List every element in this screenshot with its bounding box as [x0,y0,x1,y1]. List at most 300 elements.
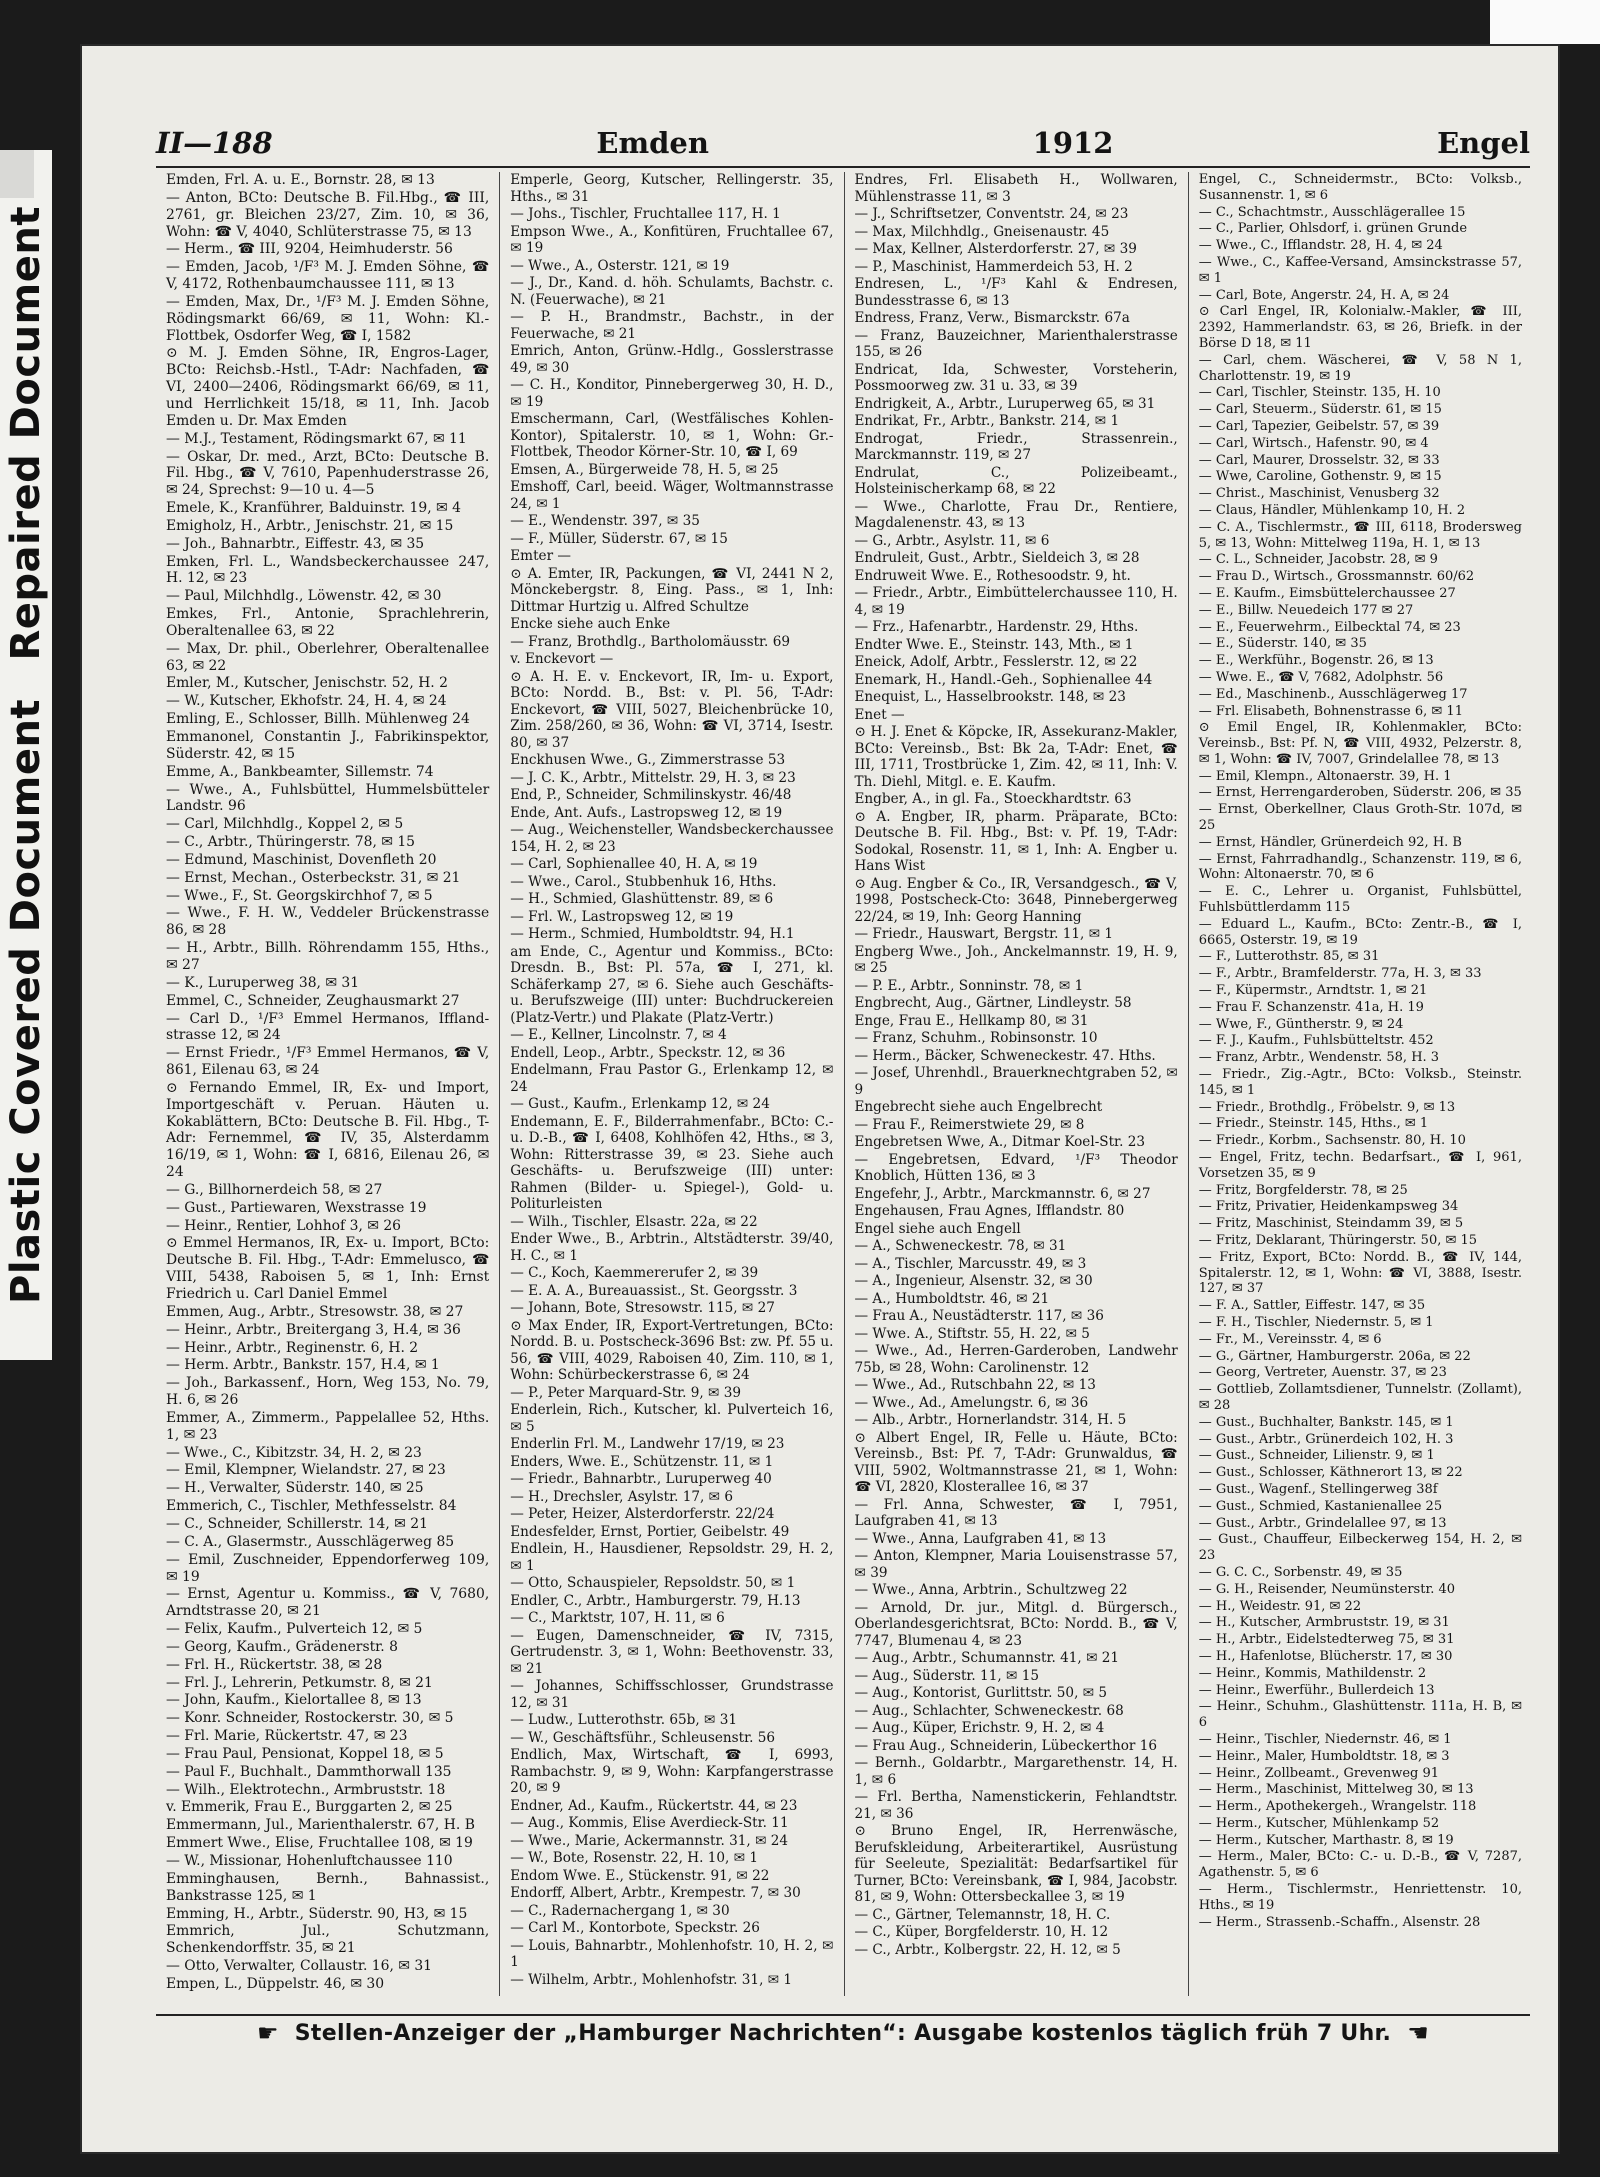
directory-entry: Endlich, Max, Wirtschaft, ☎ I, 6993, Rambachstr. 9, ✉ 9, Wohn: Karpfangerstrasse 20, ✉ 9 [510,1747,834,1796]
directory-entry: — Wwe., Anna, Laufgraben 41, ✉ 13 [854,1530,1107,1547]
directory-entry: Emrich, Anton, Grünw.-Hdlg., Gosslerstrasse 49, ✉ 30 [510,343,834,376]
directory-entry: — Frau A., Neustädterstr. 117, ✉ 36 [854,1308,1104,1324]
directory-entry: Emmanonel, Constantin J., Fabrikinspektor, Süderstr. 42, ✉ 15 [166,729,490,762]
directory-entry: — Wwe., F. H. W., Veddeler Brückenstrasse 86, ✉ 28 [166,905,490,939]
directory-entry: — W., Geschäftsführ., Schleusenstr. 56 [510,1729,776,1746]
directory-entry: — C. L., Schneider, Jacobstr. 28, ✉ 9 [1198,552,1438,568]
directory-entry: Emken, Frl. L., Wandsbeckerchaussee 247, H. 12, ✉ 23 [166,553,490,587]
directory-entry: — K., Luruperweg 38, ✉ 31 [166,974,360,991]
directory-entry: Emden, Frl. A. u. E., Bornstr. 28, ✉ 13 [166,172,435,188]
directory-entry: Emschermann, Carl, (Westfälisches Kohlen-Kontor), Spitalerstr. 10, ✉ 1, Wohn: Gr.-Flottbek, Theodor Körner-Str. 10, ☎ I, 69 [510,411,834,460]
directory-entry: — Wwe., Ad., Herren-Garderoben, Landwehr 75b, ✉ 28, Wohn: Carolinenstr. 12 [854,1343,1178,1376]
directory-entry: — F., Müller, Süderstr. 67, ✉ 15 [510,530,728,547]
directory-entry: Emsen, A., Bürgerweide 78, H. 5, ✉ 25 [510,461,779,478]
directory-entry: Engber, A., in gl. Fa., Stoeckhardtstr. 63 [854,791,1132,807]
directory-entry: Endrogat, Friedr., Strassenrein., Marckmannstr. 119, ✉ 27 [854,430,1178,463]
directory-entry: — Paul, Milchhdlg., Löwenstr. 42, ✉ 30 [166,588,442,605]
directory-entry: Endres, Frl. Elisabeth H., Wollwaren, Mühlenstrasse 11, ✉ 3 [854,172,1178,205]
directory-entry: Eneick, Adolf, Arbtr., Fesslerstr. 12, ✉ 22 [854,654,1138,670]
directory-entry: Engefehr, J., Arbtr., Marckmannstr. 6, ✉ 27 [854,1185,1151,1202]
directory-entry: — Eugen, Damenschneider, ☎ IV, 7315, Gertrudenstr. 3, ✉ 1, Wohn: Beethovenstr. 33, ✉ 21 [510,1627,834,1677]
directory-entry: — Herm., Maschinist, Mittelweg 30, ✉ 13 [1198,1782,1474,1798]
directory-entry: — F., Arbtr., Bramfelderstr. 77a, H. 3, ✉ 33 [1198,966,1482,982]
directory-entry: — Josef, Uhrenhdl., Brauerknechtgraben 52, ✉ 9 [854,1065,1178,1098]
directory-entry: ⊙ M. J. Emden Söhne, IR, Engros-Lager, BCto: Reichsb.-Hstl., T-Adr: Nachfaden, ☎ VI, 2400—2406, Rödingsmarkt 66/69, ✉ 11, und Herrlichkeit 15/18, ✉ 11, Inh. Jacob Emden u. Dr. Max Emden [166,345,490,429]
directory-entry: — Paul F., Buchhalt., Dammthorwall 135 [166,1763,452,1780]
directory-entry: — P., Peter Marquard-Str. 9, ✉ 39 [510,1384,742,1401]
directory-entry: — Frl. Anna, Schwester, ☎ I, 7951, Laufgraben 41, ✉ 13 [854,1496,1178,1529]
directory-entry: Emigholz, H., Arbtr., Jenischstr. 21, ✉ 15 [166,517,454,534]
directory-entry: — Wilhelm, Arbtr., Mohlenhofstr. 31, ✉ 1 [510,1971,793,1988]
directory-entry: — Carl D., ¹/F³ Emmel Hermanos, Iffland-strasse 12, ✉ 24 [166,1010,490,1044]
directory-entry: — C., Marktstr, 107, H. 11, ✉ 6 [510,1610,725,1626]
directory-entry: Endricat, Ida, Schwester, Vorsteherin, Possmoorweg zw. 31 u. 33, ✉ 39 [854,361,1178,394]
directory-entry: — Heinr., Ewerführ., Bullerdeich 13 [1198,1682,1435,1698]
directory-entry: — Franz, Bauzeichner, Marienthalerstrasse 155, ✉ 26 [854,327,1178,360]
directory-entry: — W., Kutscher, Ekhofstr. 24, H. 4, ✉ 24 [166,693,447,710]
directory-entry: — Arnold, Dr. jur., Mitgl. d. Bürgersch., Oberlandesgerichtsrat, BCto: Nordd. B., ☎ V, 7747, Blumenau 4, ✉ 23 [854,1599,1178,1649]
directory-entry: Emshoff, Carl, beeid. Wäger, Woltmannstrasse 24, ✉ 1 [510,479,834,512]
directory-entry: — Max, Kellner, Alsterdorferstr. 27, ✉ 39 [854,241,1137,257]
directory-entry: — H., Weidestr. 91, ✉ 22 [1198,1598,1362,1614]
directory-entry: — Johannes, Schiffsschlosser, Grundstrasse 12, ✉ 31 [510,1678,834,1711]
directory-entry: — Heinr., Rentier, Lohhof 3, ✉ 26 [166,1217,401,1234]
directory-entry: — Ernst, Mechan., Osterbeckstr. 31, ✉ 21 [166,869,461,886]
directory-entry: — Friedr., Hauswart, Bergstr. 11, ✉ 1 [854,926,1114,942]
pointing-hand-right-icon: ☚ [1407,2019,1430,2047]
directory-entry: — Herm., Maler, BCto: C.- u. D.-B., ☎ V, 7287, Agathenstr. 5, ✉ 6 [1198,1849,1522,1881]
directory-entry: — Wilh., Elektrotechn., Armbruststr. 18 [166,1781,446,1798]
directory-page [80,44,1560,2154]
directory-entry: Enequist, L., Hasselbrookstr. 148, ✉ 23 [854,689,1126,705]
directory-entry: — A., Ingenieur, Alsenstr. 32, ✉ 30 [854,1273,1093,1289]
corner-paper [1490,0,1600,44]
directory-entry: — C., Küper, Borgfelderstr. 10, H. 12 [854,1924,1109,1940]
directory-entry: v. Enckevort — [510,651,614,667]
directory-entry: Endler, C., Arbtr., Hamburgerstr. 79, H.13 [510,1592,801,1609]
directory-entry: — Friedr., Korbm., Sachsenstr. 80, H. 10 [1198,1133,1466,1149]
directory-entry: v. Emmerik, Frau E., Burggarten 2, ✉ 25 [166,1799,453,1816]
directory-entry: — H., Schmied, Glashüttenstr. 89, ✉ 6 [510,891,774,907]
directory-entry: — Felix, Kaufm., Pulverteich 12, ✉ 5 [166,1621,423,1638]
directory-entry: — Wwe., C., Kaffee-Versand, Amsinckstrasse 57, ✉ 1 [1198,254,1522,286]
directory-entry: — Louis, Bahnarbtr., Mohlenhofstr. 10, H. 2, ✉ 1 [510,1937,834,1970]
directory-entry: — Wwe., Carol., Stubbenhuk 16, Hths. [510,873,777,890]
directory-entry: — Wwe., Ad., Amelungstr. 6, ✉ 36 [854,1394,1089,1411]
directory-entry: — P. H., Brandmstr., Bachstr., in der Feuerwache, ✉ 21 [510,309,834,342]
directory-entry: Enge, Frau E., Hellkamp 80, ✉ 31 [854,1012,1089,1029]
directory-entry: Endrikat, Fr., Arbtr., Bankstr. 214, ✉ 1 [854,413,1120,429]
directory-entry: Endress, Franz, Verw., Bismarckstr. 67a [854,310,1130,326]
directory-entry: — Gust., Kaufm., Erlenkamp 12, ✉ 24 [510,1096,770,1112]
directory-entry: Emler, M., Kutscher, Jenischstr. 52, H. 2 [166,675,448,692]
directory-entry: — Frl. J., Lehrerin, Petkumstr. 8, ✉ 21 [166,1674,433,1691]
directory-entry: ⊙ A. H. E. v. Enckevort, IR, Im- u. Export, BCto: Nordd. B., Bst: v. Pl. 56, T-Adr: Enckevort, ☎ VIII, 5027, Bleichenbrücke 10, Zim. 258/260, ✉ 36, Wohn: ☎ VI, 3714, Isestr. 80, ✉ 37 [510,668,834,751]
directory-entry: — A., Tischler, Marcusstr. 49, ✉ 3 [854,1255,1087,1272]
directory-entry: — Gust., Partiewaren, Wexstrasse 19 [166,1199,427,1216]
directory-entry: — Frau F. Schanzenstr. 41a, H. 19 [1198,999,1424,1015]
directory-entry: ⊙ Bruno Engel, IR, Herrenwäsche, Berufskleidung, Arbeiterartikel, Ausrüstung für Seeleute, Spezialität: Bedarfsartikel für Turner, BCto: Vereinsbank, ☎ I, 984, Jacobstr. 81, ✉ 9, Wohn: Ottersbeckallee 3, ✉ 19 [854,1823,1178,1905]
directory-entry: — C., Arbtr., Kolbergstr. 22, H. 12, ✉ 5 [854,1941,1121,1958]
directory-entry: — Wwe., C., Kibitzstr. 34, H. 2, ✉ 23 [166,1444,422,1461]
directory-entry: — Herm., Kutscher, Mühlenkamp 52 [1198,1815,1440,1831]
directory-entry: Engberg Wwe., Joh., Anckelmannstr. 19, H. 9, ✉ 25 [854,943,1178,976]
header-year: 1912 [1032,126,1114,160]
directory-entry: Emmerich, C., Tischler, Methfesselstr. 84 [166,1498,457,1515]
directory-entry: — G. C. C., Sorbenstr. 49, ✉ 35 [1198,1564,1403,1580]
directory-entry: — Frl. Elisabeth, Bohnenstrasse 6, ✉ 11 [1198,703,1463,719]
directory-entry: Endrulat, C., Polizeibeamt., Holsteinischerkamp 68, ✉ 22 [854,464,1178,497]
directory-entry: Emmermann, Jul., Marienthalerstr. 67, H. B [166,1817,475,1834]
directory-entry: Enders, Wwe. E., Schützenstr. 11, ✉ 1 [510,1453,774,1470]
directory-entry: — Peter, Heizer, Alsterdorferstr. 22/24 [510,1506,775,1522]
directory-entry: — Gust., Schmied, Kastanienallee 25 [1198,1498,1443,1514]
directory-entry: — Fritz, Privatier, Heidenkampsweg 34 [1198,1199,1459,1215]
directory-entry: — Friedr., Brothdlg., Fröbelstr. 9, ✉ 13 [1198,1099,1456,1115]
directory-entry: — Carl, Steuerm., Süderstr. 61, ✉ 15 [1198,402,1442,418]
header-left-word: Emden [596,126,709,160]
directory-entry: — J., Schriftsetzer, Conventstr. 24, ✉ 23 [854,206,1129,222]
directory-entry: Empen, L., Düppelstr. 46, ✉ 30 [166,1975,385,1992]
directory-entry: — Otto, Schauspieler, Repsoldstr. 50, ✉ 1 [510,1575,796,1591]
directory-entry: — Herm., Schmied, Humboldtstr. 94, H.1 [510,926,795,942]
directory-entry: — Wwe., Ad., Rutschbahn 22, ✉ 13 [854,1377,1096,1393]
directory-entry: — Joh., Barkassenf., Horn, Weg 153, No. 79, H. 6, ✉ 26 [166,1375,490,1409]
directory-entry: Emme, A., Bankbeamter, Sillemstr. 74 [166,763,434,780]
directory-entry: — C. A., Glasermstr., Ausschlägerweg 85 [166,1533,455,1550]
directory-entry: — Ed., Maschinenb., Ausschlägerweg 17 [1198,686,1468,702]
directory-entry: — Christ., Maschinist, Venusberg 32 [1198,486,1440,502]
directory-entry: — C., Arbtr., Thüringerstr. 78, ✉ 15 [166,834,416,851]
directory-entry: — C., Schachtmstr., Ausschlägerallee 15 [1198,204,1466,220]
directory-entry: Emter — [510,548,571,564]
directory-entry: — Gust., Wagenf., Stellingerweg 38f [1198,1481,1438,1497]
directory-entry: ⊙ Emil Engel, IR, Kohlenmakler, BCto: Vereinsb., Bst: Pf. N, ☎ VIII, 4932, Pelzerstr. 8, ✉ 1, Wohn: ☎ IV, 7007, Grindelallee 78, ✉ 13 [1198,720,1522,767]
directory-entry: Endter Wwe. E., Steinstr. 143, Mth., ✉ 1 [854,636,1134,653]
directory-entry: — Georg, Vertreter, Auenstr. 37, ✉ 23 [1198,1365,1447,1381]
directory-entry: — Heinr., Tischler, Niedernstr. 46, ✉ 1 [1198,1731,1452,1747]
directory-entry: — Aug., Arbtr., Schumannstr. 41, ✉ 21 [854,1650,1120,1666]
directory-entry: — Carl, Tapezier, Geibelstr. 57, ✉ 39 [1198,418,1440,434]
directory-entry: — Frl. W., Lastropsweg 12, ✉ 19 [510,908,734,925]
directory-entry: Endner, Ad., Kaufm., Rückertstr. 44, ✉ 23 [510,1797,798,1814]
directory-entry: — M.J., Testament, Rödingsmarkt 67, ✉ 11 [166,430,467,447]
directory-entry: Engebrecht siehe auch Engelbrecht [854,1099,1103,1115]
directory-entry: Ende, Ant. Aufs., Lastropsweg 12, ✉ 19 [510,804,783,821]
directory-entry: — Georg, Kaufm., Grädenerstr. 8 [166,1638,398,1655]
directory-entry: — Gust., Schneider, Lilienstr. 9, ✉ 1 [1198,1448,1435,1464]
directory-entry: — Wwe, Caroline, Gothenstr. 9, ✉ 15 [1198,469,1442,485]
directory-entry: — H., Arbtr., Billh. Röhrendamm 155, Hths., ✉ 27 [166,940,490,973]
directory-entry: — Franz, Arbtr., Wendenstr. 58, H. 3 [1198,1050,1440,1066]
directory-entry: — Herm. Arbtr., Bankstr. 157, H.4, ✉ 1 [166,1357,440,1374]
directory-entry: ⊙ Aug. Engber & Co., IR, Versandgesch., ☎ V, 1998, Postscheck-Cto: 3648, Pinnebergerweg 22/24, ✉ 19, Inh: Georg Hanning [854,875,1178,925]
directory-entry: — E., Wendenstr. 397, ✉ 35 [510,513,700,529]
directory-entry: Emperle, Georg, Kutscher, Rellingerstr. 35, Hths., ✉ 31 [510,172,834,205]
directory-entry: — Gust., Chauffeur, Eilbeckerweg 154, H. 2, ✉ 23 [1198,1532,1522,1564]
directory-entry: Empson Wwe., A., Konfitüren, Fruchtallee 67, ✉ 19 [510,223,834,256]
directory-entry: — Carl, Maurer, Drosselstr. 32, ✉ 33 [1198,452,1440,468]
directory-entry: Engel siehe auch Engell [854,1220,1021,1237]
directory-entry: Emling, E., Schlosser, Billh. Mühlenweg 24 [166,711,470,728]
directory-entry: — F., Küpermstr., Arndtstr. 1, ✉ 21 [1198,983,1428,999]
directory-entry: — Carl, chem. Wäscherei, ☎ V, 58 N 1, Charlottenstr. 19, ✉ 19 [1198,352,1522,384]
directory-entry: Encke siehe auch Enke [510,616,671,632]
directory-entry: — E., Werkführ., Bogenstr. 26, ✉ 13 [1198,653,1434,669]
directory-entry: — Wilh., Tischler, Elsastr. 22a, ✉ 22 [510,1213,758,1230]
page-footer [156,2014,1530,2050]
directory-entry: — Max, Milchhdlg., Gneisenaustr. 45 [854,223,1110,240]
directory-entry: — Frz., Hafenarbtr., Hardenstr. 29, Hths. [854,619,1139,635]
directory-entry: — Carl, Milchhdlg., Koppel 2, ✉ 5 [166,816,404,833]
directory-entry: — Friedr., Bahnarbtr., Luruperweg 40 [510,1471,772,1487]
directory-entry: — Heinr., Schuhm., Glashüttenstr. 111a, H. B, ✉ 6 [1198,1699,1522,1731]
directory-entry: — Franz, Brothdlg., Bartholomäusstr. 69 [510,633,790,650]
directory-entry: — Aug., Weichensteller, Wandsbeckerchaussee 154, H. 2, ✉ 23 [510,822,834,855]
directory-entry: Emkes, Frl., Antonie, Sprachlehrerin, Oberaltenallee 63, ✉ 22 [166,606,490,639]
directory-entry: — Konr. Schneider, Rostockerstr. 30, ✉ 5 [166,1710,454,1727]
directory-columns [156,172,1532,1996]
directory-entry: — Fritz, Maschinist, Steindamm 39, ✉ 5 [1198,1216,1464,1232]
directory-entry: Enemark, H., Handl.-Geh., Sophienallee 44 [854,671,1153,688]
side-label-line-2: Repaired Document [3,206,49,661]
directory-entry: — E., Kellner, Lincolnstr. 7, ✉ 4 [510,1027,727,1043]
directory-entry: Endorff, Albert, Arbtr., Krempestr. 7, ✉ 30 [510,1885,801,1901]
directory-entry: — Herm., Apothekergeh., Wrangelstr. 118 [1198,1799,1477,1815]
directory-entry: — E., Süderstr. 140, ✉ 35 [1198,636,1367,652]
directory-entry: — Wwe., Marie, Ackermannstr. 31, ✉ 24 [510,1832,789,1849]
directory-entry: — Frau Paul, Pensionat, Koppel 18, ✉ 5 [166,1745,444,1762]
directory-entry: Engehausen, Frau Agnes, Ifflandstr. 80 [854,1203,1125,1219]
directory-entry: — C., Radernachergang 1, ✉ 30 [510,1902,730,1919]
directory-entry: ⊙ A. Engber, IR, pharm. Präparate, BCto: Deutsche B. Fil. Hbg., Bst: v. Pf. 19, T-Adr: Sodokal, Rosenstr. 11, ✉ 1, Inh: A. Engber u. Hans Wist [854,808,1178,874]
directory-entry: Emmer, A., Zimmerm., Pappelallee 52, Hths. 1, ✉ 23 [166,1409,490,1443]
directory-entry: — G., Gärtner, Hamburgerstr. 206a, ✉ 22 [1198,1348,1471,1364]
directory-entry: — Aug., Süderstr. 11, ✉ 15 [854,1667,1039,1684]
directory-entry: — W., Bote, Rosenstr. 22, H. 10, ✉ 1 [510,1850,759,1866]
directory-entry: — Wwe. A., Stiftstr. 55, H. 22, ✉ 5 [854,1325,1090,1342]
directory-entry: — Engebretsen, Edvard, ¹/F³ Theodor Knoblich, Hütten 136, ✉ 3 [854,1151,1178,1184]
directory-entry: — H., Kutscher, Armbruststr. 19, ✉ 31 [1198,1615,1450,1631]
directory-entry: — Herm., ☎ III, 9204, Heimhuderstr. 56 [166,241,453,258]
directory-entry: — Johs., Tischler, Fruchtallee 117, H. 1 [510,206,781,222]
directory-entry: — Gust., Schlosser, Käthnerort 13, ✉ 22 [1198,1465,1463,1481]
directory-entry: — F. J., Kaufm., Fuhlsbütteltstr. 452 [1198,1033,1434,1049]
directory-entry: — Max, Dr. phil., Oberlehrer, Oberaltenallee 63, ✉ 22 [166,640,490,674]
directory-entry: Emminghausen, Bernh., Bahnassist., Bankstrasse 125, ✉ 1 [166,1870,490,1904]
directory-entry: — Ernst, Herrengarderoben, Süderstr. 206, ✉ 35 [1198,785,1522,801]
directory-entry: — C. A., Tischlermstr., ☎ III, 6118, Brodersweg 5, ✉ 13, Wohn: Mittelweg 119a, H. 1, ✉ 13 [1198,519,1522,551]
directory-entry: — Alb., Arbtr., Hornerlandstr. 314, H. 5 [854,1412,1127,1428]
directory-entry: End, P., Schneider, Schmilinskystr. 46/48 [510,787,792,803]
directory-entry: — A., Schweneckestr. 78, ✉ 31 [854,1238,1067,1254]
directory-entry: — Heinr., Kommis, Mathildenstr. 2 [1198,1665,1427,1681]
directory-entry: — E. Kaufm., Eimsbüttelerchaussee 27 [1198,585,1456,601]
directory-entry: — Frl. Marie, Rückertstr. 47, ✉ 23 [166,1728,408,1745]
directory-entry: Endemann, E. F., Bilderrahmenfabr., BCto: C.- u. D.-B., ☎ I, 6408, Kohlhöfen 42, Hths., ✉ 3, Wohn: Ritterstrasse 39, ✉ 23. Siehe auch Geschäfts- u. Berufszweige (III) unter: Rahmen (Bilder- u. Spiegel-), Gold- u. Politurleisten [510,1113,834,1212]
directory-entry: — Carl, Wirtsch., Hafenstr. 90, ✉ 4 [1198,435,1429,451]
corner-tab [0,150,34,198]
directory-entry: — W., Missionar, Hohenluftchaussee 110 [166,1853,453,1869]
directory-entry: — Wwe., A., Osterstr. 121, ✉ 19 [510,257,730,274]
directory-entry: — Fritz, Export, BCto: Nordd. B., ☎ IV, 144, Spitalerstr. 12, ✉ 1, Wohn: ☎ VI, 3888, Isestr. 127, ✉ 37 [1198,1249,1522,1297]
directory-entry: — Fritz, Deklarant, Thüringerstr. 50, ✉ 15 [1198,1233,1478,1248]
directory-entry: — Emil, Zuschneider, Eppendorferweg 109, ✉ 19 [166,1551,490,1585]
column-2 [500,172,844,1996]
directory-entry: — Joh., Bahnarbtr., Eiffestr. 43, ✉ 35 [166,535,425,552]
directory-entry: — E. C., Lehrer u. Organist, Fuhlsbüttel, Fuhlsbüttlerdamm 115 [1198,884,1522,916]
directory-entry: ⊙ Albert Engel, IR, Felle u. Häute, BCto: Vereinsb., Bst: Pf. 7, T-Adr: Grunwaldus, ☎ VIII, 5902, Woltmannstrasse 21, ✉ 1, Wohn: ☎ VI, 2820, Klosterallee 16, ✉ 37 [854,1429,1178,1495]
directory-entry: — Wwe., F., St. Georgskirchhof 7, ✉ 5 [166,887,433,904]
side-label-strip [0,150,52,1360]
directory-entry: — Aug., Kommis, Elise Averdieck-Str. 11 [510,1815,789,1831]
directory-entry: — H., Drechsler, Asylstr. 17, ✉ 6 [510,1488,734,1505]
directory-entry: — Aug., Schlachter, Schweneckestr. 68 [854,1702,1124,1719]
directory-entry: Engel, C., Schneidermstr., BCto: Volksb., Susannenstr. 1, ✉ 6 [1198,172,1522,203]
directory-entry: — Carl, Sophienallee 40, H. A, ✉ 19 [510,856,758,872]
directory-entry: — Wwe., Charlotte, Frau Dr., Rentiere, Magdalenenstr. 43, ✉ 13 [854,498,1178,531]
directory-entry: Ender Wwe., B., Arbtrin., Altstädterstr. 39/40, H. C., ✉ 1 [510,1231,834,1264]
directory-entry: Enckhusen Wwe., G., Zimmerstrasse 53 [510,752,786,768]
directory-entry: — Ernst, Fahrradhandlg., Schanzenstr. 119, ✉ 6, Wohn: Altonaerstr. 70, ✉ 6 [1198,851,1522,883]
directory-entry: Endelmann, Frau Pastor G., Erlenkamp 12, ✉ 24 [510,1062,834,1095]
column-4 [1189,172,1532,1996]
directory-entry: — Heinr., Maler, Humboldtstr. 18, ✉ 3 [1198,1748,1450,1764]
directory-entry: — Emil, Klempner, Wielandstr. 27, ✉ 23 [166,1462,446,1479]
directory-entry: Engebretsen Wwe, A., Ditmar Koel-Str. 23 [854,1134,1146,1150]
directory-entry: — Bernh., Goldarbtr., Margarethenstr. 14, H. 1, ✉ 6 [854,1755,1178,1788]
directory-entry: — Herm., Bäcker, Schweneckestr. 47. Hths. [854,1047,1156,1064]
directory-entry: — Friedr., Steinstr. 145, Hths., ✉ 1 [1198,1116,1429,1132]
directory-entry: — Wwe. E., ☎ V, 7682, Adolphstr. 56 [1198,669,1444,685]
footer-advert: Stellen-Anzeiger der „Hamburger Nachrichten“: Ausgabe kostenlos täglich früh 7 Uhr. [294,2020,1392,2046]
directory-entry: Enet — [854,706,905,723]
directory-entry: — Gust., Buchhalter, Bankstr. 145, ✉ 1 [1198,1414,1454,1430]
directory-entry: Endruleit, Gust., Arbtr., Sieldeich 3, ✉ 28 [854,550,1140,566]
directory-entry: Endruweit Wwe. E., Rothesoodstr. 9, ht. [854,567,1131,584]
directory-entry: Endlein, H., Hausdiener, Repsoldstr. 29, H. 2, ✉ 1 [510,1541,834,1574]
directory-entry: — P. E., Arbtr., Sonninstr. 78, ✉ 1 [854,977,1084,994]
directory-entry: — Heinr., Zollbeamt., Grevenweg 91 [1198,1765,1440,1781]
pointing-hand-left-icon: ☛ [256,2019,279,2047]
directory-entry: ⊙ A. Emter, IR, Packungen, ☎ VI, 2441 N 2, Mönckebergstr. 8, Eing. Pass., ✉ 1, Inh: Dittmar Hurtzig u. Alfred Schultze [510,565,834,615]
directory-entry: — C., Schneider, Schillerstr. 14, ✉ 21 [166,1515,428,1532]
directory-entry: — E., Billw. Neuedeich 177 ✉ 27 [1198,602,1414,618]
column-3 [845,172,1189,1996]
directory-entry: — C., Parlier, Ohlsdorf, i. grünen Grunde [1198,221,1468,237]
directory-entry: — F. H., Tischler, Niedernstr. 5, ✉ 1 [1198,1314,1434,1330]
directory-entry: ⊙ Max Ender, IR, Export-Vertretungen, BCto: Nordd. B. u. Postscheck-3696 Bst: zw. Pf. 55 u. 56, ☎ VIII, 4029, Raboisen 40, Zim. 110, ✉ 1, Wohn: Schürbeckerstrasse 6, ✉ 24 [510,1317,834,1383]
directory-entry: — Otto, Verwalter, Collaustr. 16, ✉ 31 [166,1958,433,1975]
directory-entry: — Frl. H., Rückertstr. 38, ✉ 28 [166,1656,383,1673]
directory-entry: — Carl, Bote, Angerstr. 24, H. A, ✉ 24 [1198,287,1450,303]
directory-entry: — Aug., Kontorist, Gurlittstr. 50, ✉ 5 [854,1685,1108,1701]
directory-entry: — Fr., M., Vereinsstr. 4, ✉ 6 [1198,1331,1382,1347]
directory-entry: — Gust., Arbtr., Grindelallee 97, ✉ 13 [1198,1515,1447,1531]
directory-entry: — G., Billhornerdeich 58, ✉ 27 [166,1181,383,1198]
directory-entry: ⊙ Emmel Hermanos, IR, Ex- u. Import, BCto: Deutsche B. Fil. Hbg., T-Adr: Emmelusco, ☎ VIII, 5438, Raboisen 5, ✉ 1, Inh: Ernst Friedrich u. Carl Daniel Emmel [166,1235,490,1302]
directory-entry: Enderlin Frl. M., Landwehr 17/19, ✉ 23 [510,1436,785,1452]
directory-entry: — Ernst, Agentur u. Kommiss., ☎ V, 7680, Arndtstrasse 20, ✉ 21 [166,1586,490,1620]
directory-entry: — Frau F., Reimerstwiete 29, ✉ 8 [854,1116,1085,1133]
directory-entry: — Carl, Tischler, Steinstr. 135, H. 10 [1198,385,1441,401]
directory-entry: — Emden, Jacob, ¹/F³ M. J. Emden Söhne, ☎ V, 4172, Rothenbaumchaussee 111, ✉ 13 [166,259,490,293]
directory-entry: Endrigkeit, A., Arbtr., Luruperweg 65, ✉ 31 [854,395,1156,412]
page-header [156,104,1530,168]
directory-entry: — E. A. A., Bureauassist., St. Georgsstr. 3 [510,1282,798,1299]
directory-entry: — Frau Aug., Schneiderin, Lübeckerthor 16 [854,1737,1158,1754]
directory-entry: — Fritz, Borgfelderstr. 78, ✉ 25 [1198,1182,1408,1198]
directory-entry: Engbrecht, Aug., Gärtner, Lindleystr. 58 [854,995,1132,1011]
directory-entry: Enderlein, Rich., Kutscher, kl. Pulverteich 16, ✉ 5 [510,1402,834,1435]
directory-entry: — Claus, Händler, Mühlenkamp 10, H. 2 [1198,502,1466,518]
directory-entry: — Herm., Strassenb.-Schaffn., Alsenstr. 28 [1198,1914,1481,1930]
directory-entry: Endresen, L., ¹/F³ Kahl & Endresen, Bundesstrasse 6, ✉ 13 [854,276,1178,309]
directory-entry: — Emden, Max, Dr., ¹/F³ M. J. Emden Söhne, Rödingsmarkt 66/69, ✉ 11, Wohn: Kl.-Flottbek, Osdorfer Weg, ☎ I, 1582 [166,293,490,344]
column-1 [156,172,500,1996]
directory-entry: — Gottlieb, Zollamtsdiener, Tunnelstr. (Zollamt), ✉ 28 [1198,1382,1522,1413]
directory-entry: — Ernst, Oberkellner, Claus Groth-Str. 107d, ✉ 25 [1198,802,1522,834]
directory-entry: — Emil, Klempn., Altonaerstr. 39, H. 1 [1198,768,1452,784]
directory-entry: — Anton, Klempner, Maria Louisenstrasse 57, ✉ 39 [854,1548,1178,1581]
directory-entry: — Oskar, Dr. med., Arzt, BCto: Deutsche B. Fil. Hbg., ☎ V, 7610, Papenhuderstrasse 26, ✉ 24, Sprechst: 9—10 u. 4—5 [166,448,490,499]
directory-entry: — F. A., Sattler, Eiffestr. 147, ✉ 35 [1198,1298,1426,1314]
directory-entry: Endell, Leop., Arbtr., Speckstr. 12, ✉ 36 [510,1044,786,1061]
directory-entry: — Wwe., A., Fuhlsbüttel, Hummelsbütteler Landstr. 96 [166,781,490,815]
directory-entry: Emmrich, Jul., Schutzmann, Schenkendorffstr. 35, ✉ 21 [166,1923,490,1957]
page-number: II—188 [156,126,273,160]
directory-entry: — Friedr., Arbtr., Eimbüttelerchaussee 110, H. 4, ✉ 19 [854,585,1178,618]
directory-entry: Emmel, C., Schneider, Zeughausmarkt 27 [166,992,460,1009]
directory-entry: — H., Verwalter, Süderstr. 140, ✉ 25 [166,1480,424,1497]
directory-entry: — Frau D., Wirtsch., Grossmannstr. 60/62 [1198,569,1475,585]
directory-entry: — Herm., Tischlermstr., Henriettenstr. 10, Hths., ✉ 19 [1198,1882,1522,1913]
directory-entry: Emming, H., Arbtr., Süderstr. 90, H3, ✉ 15 [166,1905,468,1922]
directory-entry: — Ernst Friedr., ¹/F³ Emmel Hermanos, ☎ V, 861, Eilenau 63, ✉ 24 [166,1045,490,1079]
directory-entry: — G., Arbtr., Asylstr. 11, ✉ 6 [854,532,1050,549]
directory-entry: — Johann, Bote, Stresowstr. 115, ✉ 27 [510,1300,775,1316]
directory-entry: am Ende, C., Agentur und Kommiss., BCto: Dresdn. B., Bst: Pl. 57a, ☎ I, 271, kl. Schäferkamp 27, ✉ 6. Siehe auch Geschäfts- u. Berufszweige (III) unter: Buchdruckereien (Platz-Vertr.) und Plakate (Platz-Vertr.) [510,943,834,1026]
directory-entry: — John, Kaufm., Kielortallee 8, ✉ 13 [166,1692,422,1709]
directory-entry: — J., Dr., Kand. d. höh. Schulamts, Bachstr. c. N. (Feuerwache), ✉ 21 [510,275,834,308]
directory-entry: — F., Lutterothstr. 85, ✉ 31 [1198,949,1380,965]
directory-entry: ⊙ Carl Engel, IR, Kolonialw.-Makler, ☎ III, 2392, Hammerlandstr. 63, ✉ 26, Briefk. in der Börse D 18, ✉ 11 [1198,304,1522,351]
directory-entry: — P., Maschinist, Hammerdeich 53, H. 2 [854,258,1133,275]
directory-entry: — E., Feuerwehrm., Eilbecktal 74, ✉ 23 [1198,619,1461,635]
directory-entry: — J. C. K., Arbtr., Mittelstr. 29, H. 3, ✉ 23 [510,769,796,786]
directory-entry: — Eduard L., Kaufm., BCto: Zentr.-B., ☎ I, 6665, Osterstr. 19, ✉ 19 [1198,916,1522,948]
directory-entry: — Wwe., Anna, Arbtrin., Schultzweg 22 [854,1582,1128,1598]
directory-entry: Emele, K., Kranführer, Balduinstr. 19, ✉ 4 [166,500,461,517]
directory-entry: — C. H., Konditor, Pinnebergerweg 30, H. D., ✉ 19 [510,377,834,410]
directory-entry: — Ludw., Lutterothstr. 65b, ✉ 31 [510,1712,738,1728]
directory-entry: Endesfelder, Ernst, Portier, Geibelstr. 49 [510,1523,790,1540]
directory-entry: Endom Wwe. E., Stückenstr. 91, ✉ 22 [510,1867,770,1884]
directory-entry: Emmen, Aug., Arbtr., Stresowstr. 38, ✉ 27 [166,1303,464,1320]
directory-entry: — Edmund, Maschinist, Dovenfleth 20 [166,851,437,868]
directory-entry: — H., Hafenlotse, Blücherstr. 17, ✉ 30 [1198,1648,1453,1664]
directory-entry: Emmert Wwe., Elise, Fruchtallee 108, ✉ 19 [166,1835,473,1852]
directory-entry: ⊙ H. J. Enet & Köpcke, IR, Assekuranz-Makler, BCto: Vereinsb., Bst: Bk 2a, T-Adr: Enet, ☎ III, 1711, Trostbrücke 1, Zim. 42, ✉ 11, Inh: V. Th. Diehl, Mitgl. e. E. Kaufm. [854,724,1178,790]
directory-entry: — Gust., Arbtr., Grünerdeich 102, H. 3 [1198,1431,1454,1447]
directory-entry: — Aug., Küper, Erichstr. 9, H. 2, ✉ 4 [854,1720,1105,1736]
directory-entry: — G. H., Reisender, Neumünsterstr. 40 [1198,1581,1456,1597]
directory-entry: — Wwe, F., Güntherstr. 9, ✉ 24 [1198,1016,1404,1032]
directory-entry: — Heinr., Arbtr., Reginenstr. 6, H. 2 [166,1339,419,1356]
directory-entry: — Wwe., C., Ifflandstr. 28, H. 4, ✉ 24 [1198,238,1443,254]
directory-entry: — C., Gärtner, Telemannstr, 18, H. C. [854,1906,1111,1923]
directory-entry: — C., Koch, Kaemmererufer 2, ✉ 39 [510,1265,759,1281]
